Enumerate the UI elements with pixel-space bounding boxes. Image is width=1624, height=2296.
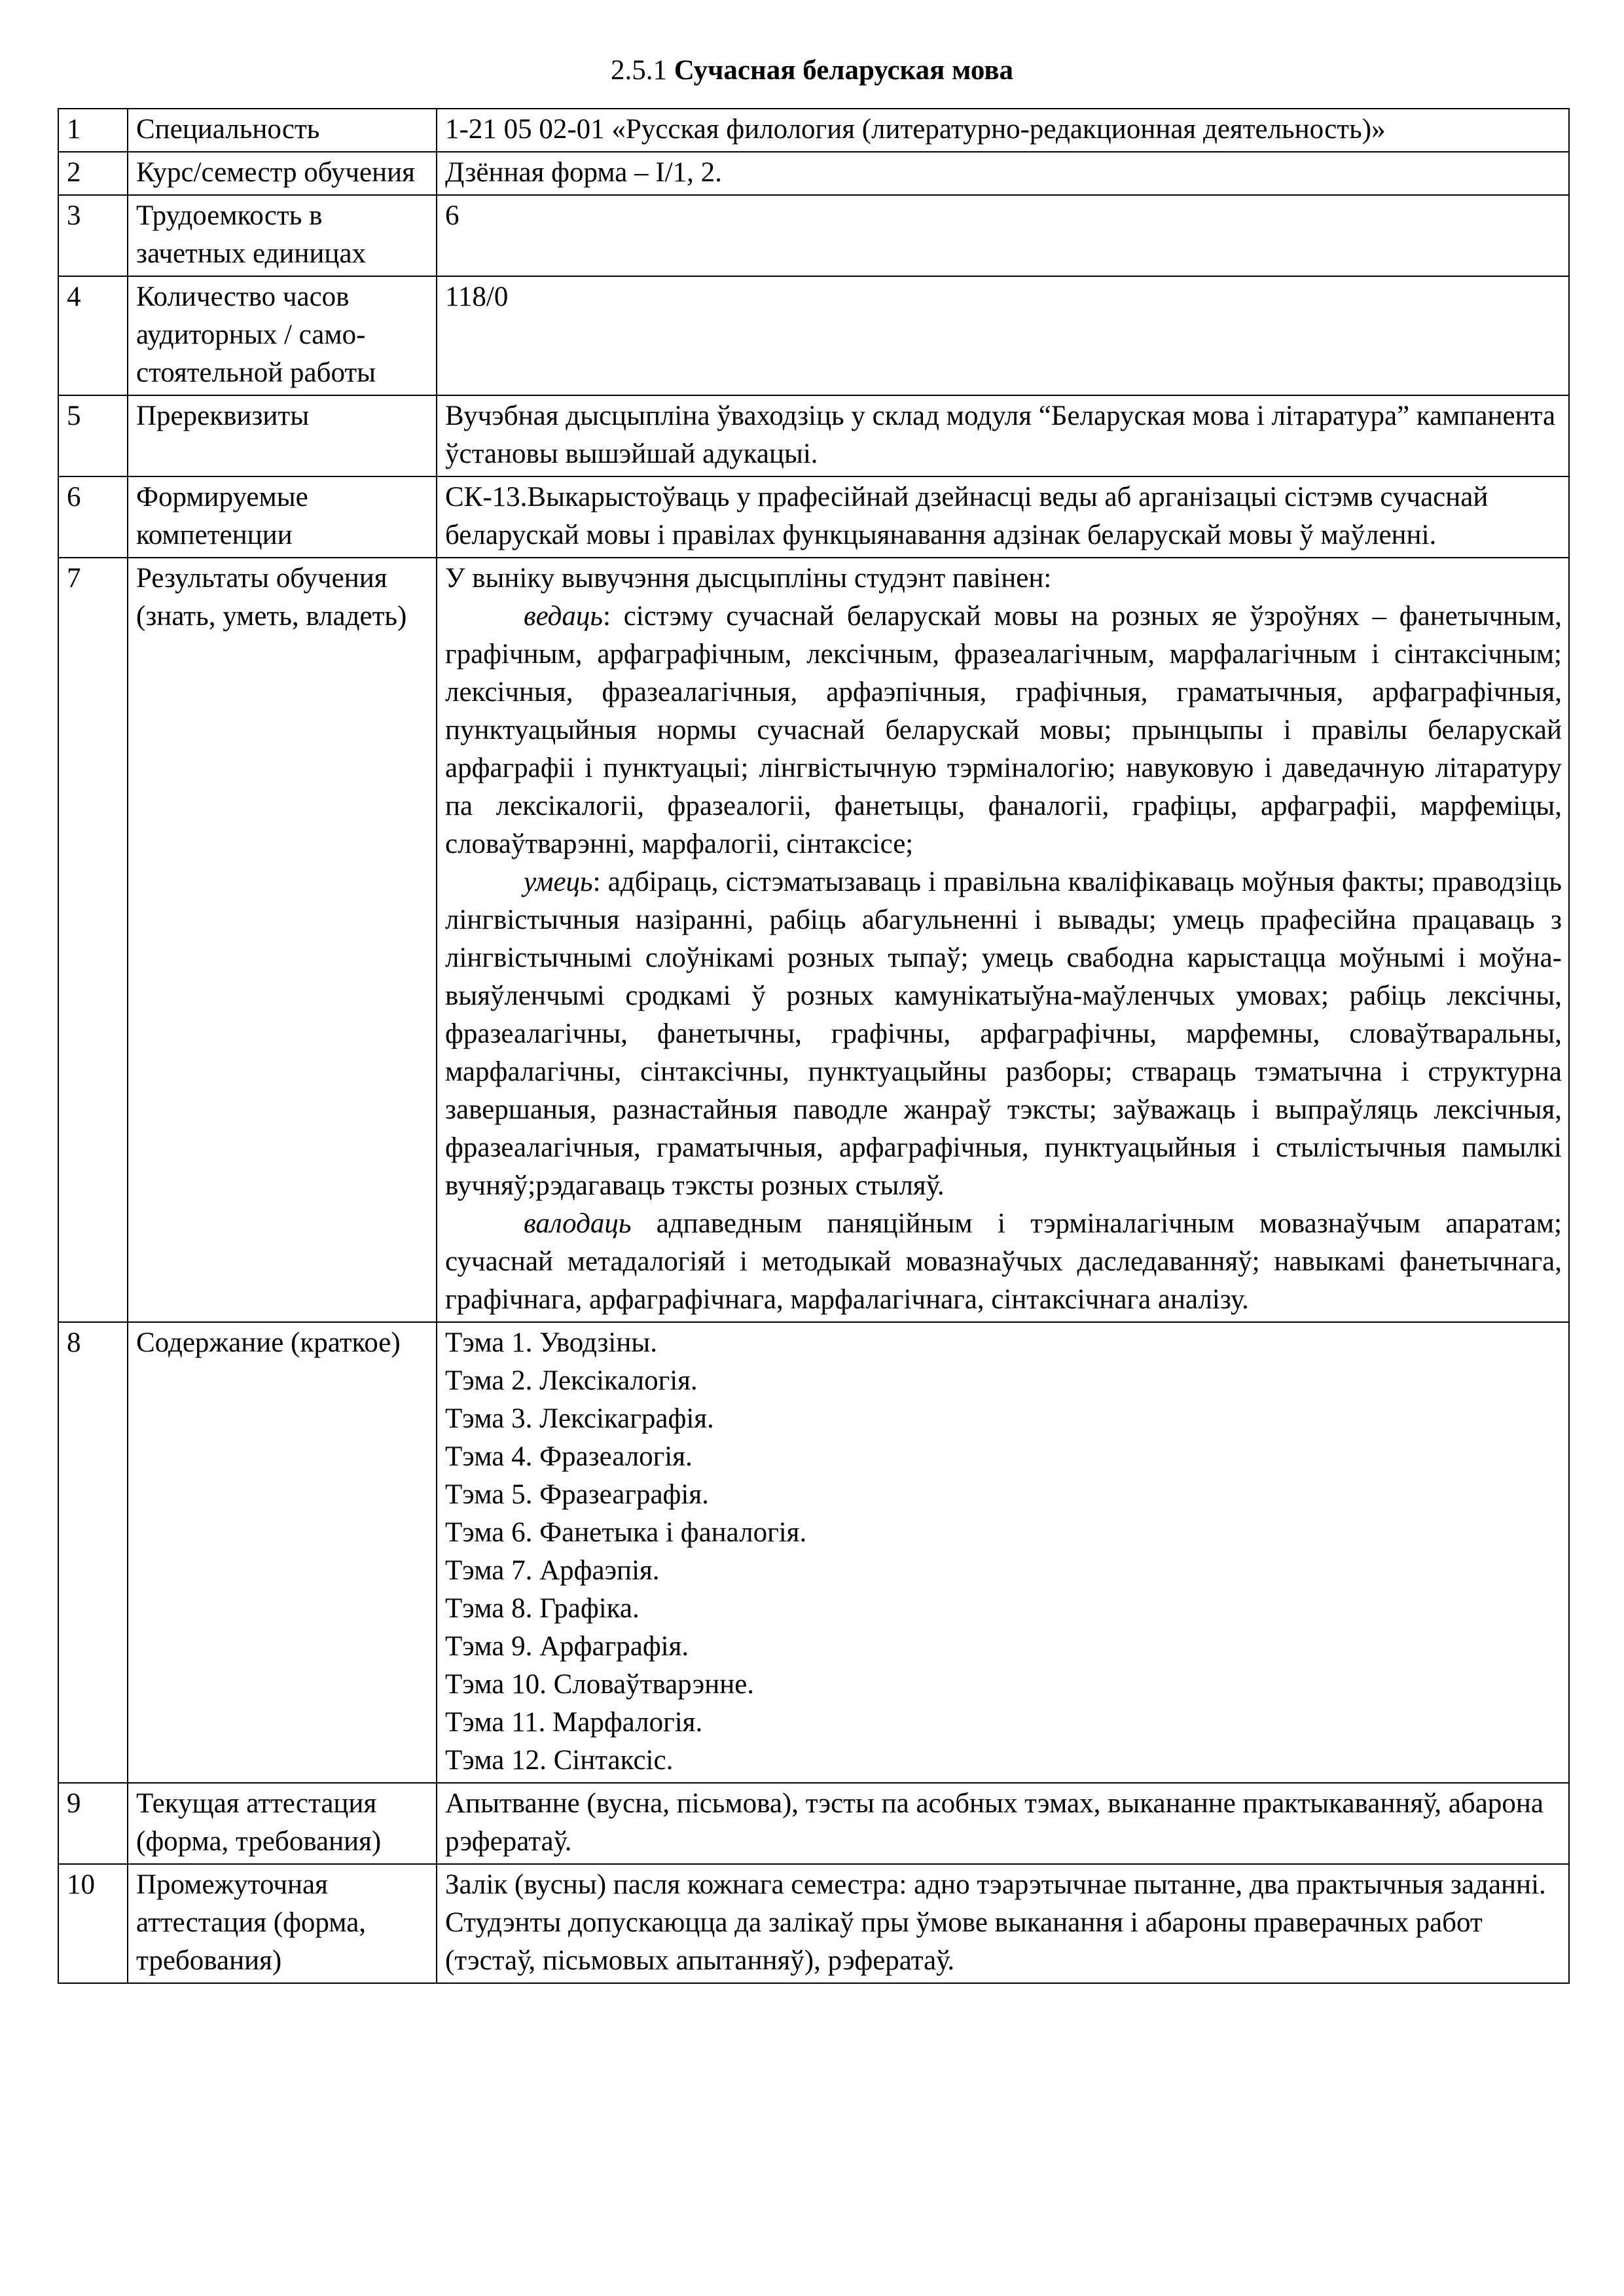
- row-label: Трудоемкость в зачетных единицах: [128, 195, 437, 276]
- outcome-can-text: : адбіраць, сістэматызаваць і правільна кваліфікаваць моўныя факты; праводзіць лінгвістычныя назіранні, рабіць абагульненні і вывады; умець прафесійна працаваць з лінгвістычнымі слоўнікамі розных тыпаў; умець свабодна карыстацца моўнымі і моўна-выяўленчымі сродкамі ў розных камунікатыўна-маўленчых умовах; рабіць лексічны, фразеалагічны, фанетычны, графічны, арфаграфічны, марфемны, словаўтваральны, марфалагічны, сінтаксічны, пунктуацыйны разборы; ствараць тэматычна і структурна завершаныя, разнастайныя паводле жанраў тэксты; заўважаць і выпраўляць лексічныя, фразеалагічныя, граматычныя, арфаграфічныя, пунктуацыйныя і стылістычныя памылкі вучняў;рэдагаваць тэксты розных стыляў.: [445, 867, 1562, 1201]
- row-number: 9: [58, 1783, 128, 1864]
- course-table: [58, 108, 1570, 1984]
- topic-item: Тэма 9. Арфаграфія.: [445, 1631, 689, 1662]
- row-value: СК-13.Выкарыстоўваць у прафесійнай дзейнасці веды аб арганізацыі сістэмв сучаснай беларускай мовы і правілах функцыянавання адзінак беларускай мовы ў маўленні.: [437, 476, 1569, 558]
- row-value: Дзённая форма – I/1, 2.: [437, 152, 1569, 195]
- topic-item: Тэма 7. Арфаэпія.: [445, 1555, 660, 1586]
- row-number: 4: [58, 276, 128, 395]
- row-number: 8: [58, 1322, 128, 1783]
- table-row: [58, 476, 1569, 558]
- topic-item: Тэма 4. Фразеалогія.: [445, 1441, 693, 1472]
- table-row: [58, 276, 1569, 395]
- topic-item: Тэма 5. Фразеаграфія.: [445, 1479, 709, 1510]
- table-row: [58, 1783, 1569, 1864]
- row-number: 10: [58, 1864, 128, 1983]
- row-label: Результаты обучения (знать, уметь, владеть): [128, 558, 437, 1322]
- outcome-can-label: умець: [524, 867, 593, 897]
- topic-item: Тэма 8. Графіка.: [445, 1593, 640, 1624]
- row-number: 5: [58, 395, 128, 476]
- section-title: Сучасная беларуская мова: [674, 55, 1014, 86]
- row-value: 118/0: [437, 276, 1569, 395]
- row-label: Количество часов аудиторных / само-стоятельной работы: [128, 276, 437, 395]
- row-label: Пререквизиты: [128, 395, 437, 476]
- row-value: Залік (вусны) пасля кожнага семестра: адно тэарэтычнае пытанне, два практычныя заданні. Студэнты допускаюцца да залікаў пры ўмове выканання і абароны праверачных работ (тэстаў, пісьмовых апытанняў), рэфератаў.: [437, 1864, 1569, 1983]
- table-row: [58, 558, 1569, 1322]
- table-row: [58, 1864, 1569, 1983]
- page-title: [0, 51, 1624, 90]
- row-value: Вучэбная дысцыпліна ўваходзіць у склад модуля “Беларуская мова і літаратура” кампанента ўстановы вышэйшай адукацыі.: [437, 395, 1569, 476]
- outcome-own-text: адпаведным паняційным і тэрміналагічным мовазнаўчым апаратам; сучаснай метадалогіяй і методыкай мовазнаўчых даследаванняў; навыкамі фанетычнага, графічнага, арфаграфічнага, марфалагічнага, сінтаксічнага аналізу.: [445, 1208, 1562, 1315]
- row-label: Промежуточная аттестация (форма, требования): [128, 1864, 437, 1983]
- section-number: 2.5.1: [610, 55, 667, 86]
- table-row: [58, 109, 1569, 152]
- row-label: Курс/семестр обучения: [128, 152, 437, 195]
- row-number: 6: [58, 476, 128, 558]
- row-number: 7: [58, 558, 128, 1322]
- table-row: [58, 152, 1569, 195]
- row-number: 2: [58, 152, 128, 195]
- topic-item: Тэма 10. Словаўтварэнне.: [445, 1669, 755, 1700]
- table-row: [58, 395, 1569, 476]
- row-label: Текущая аттестация (форма, требования): [128, 1783, 437, 1864]
- row-number: 1: [58, 109, 128, 152]
- topic-item: Тэма 1. Уводзіны.: [445, 1327, 657, 1358]
- topic-item: Тэма 6. Фанетыка і фаналогія.: [445, 1517, 807, 1548]
- row-label: Формируемые компетенции: [128, 476, 437, 558]
- outcome-know-label: ведаць: [524, 601, 604, 632]
- row-value: 1-21 05 02-01 «Русская филология (литературно-редакционная деятельность)»: [437, 109, 1569, 152]
- outcome-can: [445, 863, 1562, 1205]
- row-value: Апытванне (вусна, пісьмова), тэсты па асобных тэмах, выкананне практыкаванняў, абарона рэфератаў.: [437, 1783, 1569, 1864]
- topic-item: Тэма 2. Лексікалогія.: [445, 1365, 698, 1396]
- row-label: Содержание (краткое): [128, 1322, 437, 1783]
- row-number: 3: [58, 195, 128, 276]
- outcome-know: [445, 598, 1562, 863]
- outcomes-intro: У выніку вывучэння дысцыпліны студэнт павінен:: [445, 563, 1052, 594]
- outcome-own-label: валодаць: [524, 1208, 632, 1239]
- table-row: [58, 195, 1569, 276]
- learning-outcomes: [437, 558, 1569, 1322]
- topic-item: Тэма 11. Марфалогія.: [445, 1707, 703, 1738]
- outcome-own: [445, 1205, 1562, 1319]
- table-row: [58, 1322, 1569, 1783]
- topic-item: Тэма 3. Лексікаграфія.: [445, 1403, 714, 1434]
- row-label: Специальность: [128, 109, 437, 152]
- topics-list: [437, 1322, 1569, 1783]
- row-value: 6: [437, 195, 1569, 276]
- outcome-know-text: : сістэму сучаснай беларускай мовы на розных яе ўзроўнях – фанетычным, графічным, арфаграфічным, лексічным, фразеалагічным, марфалагічным і сінтаксічным; лексічныя, фразеалагічныя, арфаэпічныя, графічныя, граматычныя, арфаграфічныя, пунктуацыйныя нормы сучаснай беларускай мовы; прынцыпы і правілы беларускай арфаграфіі і пунктуацыі; лінгвістычную тэрміналогію; навуковую і даведачную літаратуру па лексікалогіі, фразеалогіі, фанетыцы, фаналогіі, графіцы, арфаграфіі, марфеміцы, словаўтварэнні, марфалогіі, сінтаксісе;: [445, 601, 1562, 859]
- topic-item: Тэма 12. Сінтаксіс.: [445, 1745, 674, 1776]
